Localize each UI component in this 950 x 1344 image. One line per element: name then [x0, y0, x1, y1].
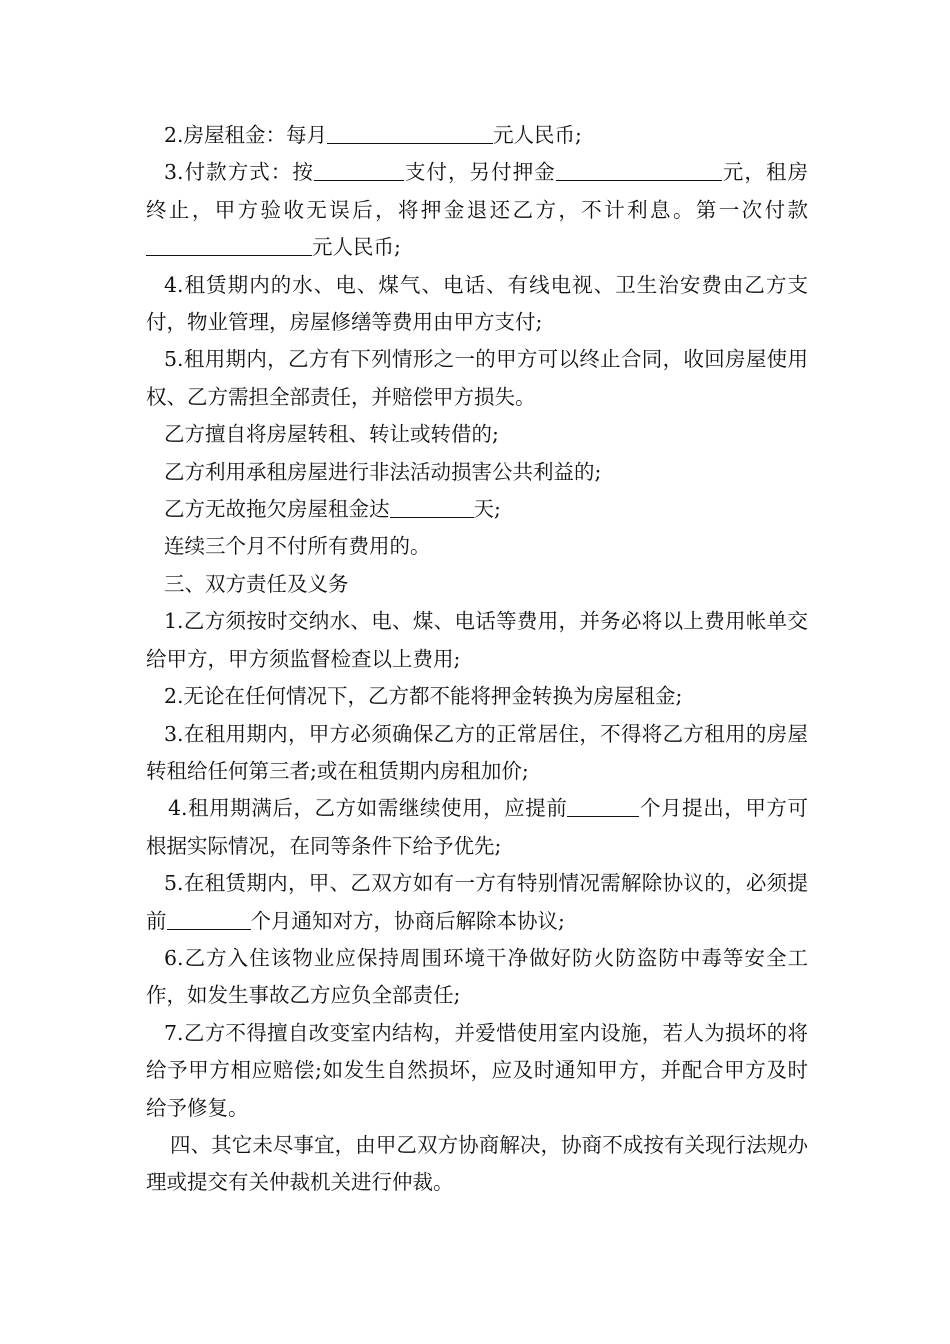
renewal-months-blank — [567, 796, 639, 818]
clause-rent — [146, 117, 808, 154]
payment-text: 元，租房终止，甲方验收无误后，将押金退还乙方，不计利息。第一次付款 — [146, 160, 809, 222]
termination-item-arrears — [146, 491, 808, 528]
termination-notice-text: 个月通知对方，协商后解除本协议; — [250, 908, 565, 933]
section-4: 四、其它未尽事宜，由甲乙双方协商解决，协商不成按有关现行法规办理或提交有关仲裁机关进行仲裁。 — [146, 1132, 808, 1195]
termination-item-fees: 连续三个月不付所有费用的。 — [164, 534, 431, 559]
termination-item-sublet: 乙方擅自将房屋转租、转让或转借的; — [164, 422, 499, 447]
arrears-days-blank — [390, 497, 474, 519]
rent-label: 2.房屋租金：每月 — [164, 123, 328, 147]
first-payment-unit: 元人民币; — [312, 235, 401, 260]
rent-amount-blank — [327, 123, 493, 145]
renewal-text: 个月提出，甲方可根据实际情况，在同等条件下给予优先; — [146, 796, 808, 858]
duty-7: 7.乙方不得擅自改变室内结构，并爱惜使用室内设施，若人为损坏的将给予甲方相应赔偿;如发生自然损坏，应及时通知甲方，并配合甲方及时给予修复。 — [146, 1020, 808, 1120]
first-payment-blank — [146, 235, 312, 257]
renewal-label: 4.租用期满后，乙方如需继续使用，应提前 — [168, 796, 568, 821]
section-3-heading: 三、双方责任及义务 — [164, 571, 349, 596]
clause-termination: 5.租用期内，乙方有下列情形之一的甲方可以终止合同，收回房屋使用权、乙方需担全部责任，并赔偿甲方损失。 — [146, 347, 808, 409]
document-page — [146, 117, 808, 1202]
deposit-label: 支付，另付押金 — [403, 160, 556, 185]
notice-months-blank — [167, 908, 251, 930]
duty-3: 3.在租用期内，甲方必须确保乙方的正常居住，不得将乙方租用的房屋转租给任何第三者;或在租赁期内房租加价; — [146, 721, 808, 783]
clause-utilities: 4.租赁期内的水、电、煤气、电话、有线电视、卫生治安费由乙方支付，物业管理，房屋修缮等费用由甲方支付; — [146, 272, 808, 335]
duty-1: 1.乙方须按时交纳水、电、煤、电话等费用，并务必将以上费用帐单交给甲方，甲方须监督检查以上费用; — [146, 609, 808, 671]
termination-item-illegal: 乙方利用承租房屋进行非法活动损害公共利益的; — [164, 459, 602, 484]
duty-5 — [146, 865, 808, 940]
termination-notice-label: 5.在租赁期内，甲、乙双方如有一方有特别情况需解除协议的，必须提前 — [146, 871, 808, 933]
duty-2: 2.无论在任何情况下，乙方都不能将押金转换为房屋租金; — [164, 684, 683, 709]
arrears-label: 乙方无故拖欠房屋租金达 — [164, 497, 390, 522]
clause-payment — [146, 154, 808, 266]
payment-label: 3.付款方式：按 — [164, 160, 314, 185]
duty-6: 6.乙方入住该物业应保持周围环境干净做好防火防盗防中毒等安全工作，如发生事故乙方应负全部责任; — [146, 945, 808, 1008]
payment-method-blank — [314, 160, 404, 182]
duty-4 — [146, 790, 808, 865]
deposit-amount-blank — [556, 160, 722, 182]
arrears-unit: 天; — [473, 497, 501, 522]
rent-unit: 元人民币; — [493, 123, 582, 147]
